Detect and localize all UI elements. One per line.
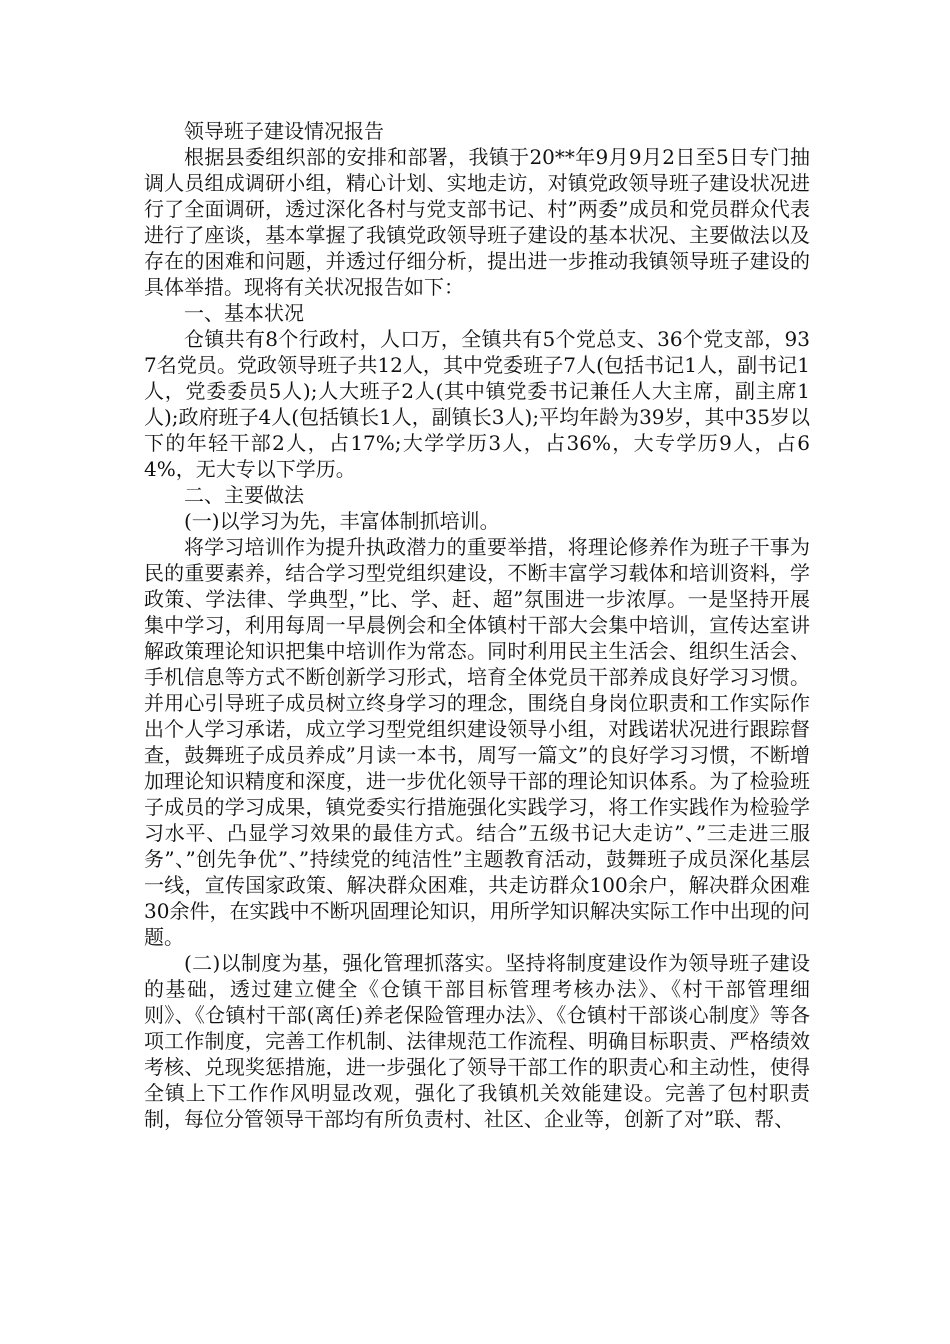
paragraph-system: (二)以制度为基，强化管理抓落实。坚持将制度建设作为领导班子建设的基础，透过建立健全《仓镇干部目标管理考核办法》、《村干部管理细则》、《仓镇村干部(离任)养老保险管理办法》、《仓镇村干部谈心制度》等各项工作制度，完善工作机制、法律规范工作流程、明确目标职责、严格绩效考核、兑现奖惩措施，进一步强化了领导干部工作的职责心和主动性，使得全镇上下工作作风明显改观，强化了我镇机关效能建设。完善了包村职责制，每位分管领导干部均有所负责村、社区、企业等，创新了对”联、帮、 bbox=[144, 951, 810, 1131]
section-heading-basic-status: 一、基本状况 bbox=[184, 301, 304, 325]
document-title: 领导班子建设情况报告 bbox=[184, 119, 384, 143]
subsection-heading-study: (一)以学习为先，丰富体制抓培训。 bbox=[184, 509, 500, 533]
document-body bbox=[144, 118, 810, 1132]
section-heading-main-practices: 二、主要做法 bbox=[184, 483, 304, 507]
paragraph-basic-status: 仓镇共有8个行政村，人口万，全镇共有5个党总支、36个党支部，937名党员。党政领导班子共12人，其中党委班子7人(包括书记1人，副书记1人，党委委员5人);人大班子2人(其中镇党委书记兼任人大主席，副主席1人);政府班子4人(包括镇长1人，副镇长3人);平均年龄为39岁，其中35岁以下的年轻干部2人，占17%;大学学历3人，占36%，大专学历9人，占64%，无大专以下学历。 bbox=[144, 327, 810, 481]
paragraph-intro: 根据县委组织部的安排和部署，我镇于20**年9月9月2日至5日专门抽调人员组成调研小组，精心计划、实地走访，对镇党政领导班子建设状况进行了全面调研，透过深化各村与党支部书记、村”两委”成员和党员群众代表进行了座谈，基本掌握了我镇党政领导班子建设的基本状况、主要做法以及存在的困难和问题，并透过仔细分析，提出进一步推动我镇领导班子建设的具体举措。现将有关状况报告如下： bbox=[144, 145, 810, 299]
paragraph-study: 将学习培训作为提升执政潜力的重要举措，将理论修养作为班子干事为民的重要素养，结合学习型党组织建设，不断丰富学习载体和培训资料，学政策、学法律、学典型，”比、学、赶、超”氛围进一步浓厚。一是坚持开展集中学习，利用每周一早晨例会和全体镇村干部大会集中培训，宣传达室讲解政策理论知识把集中培训作为常态。同时利用民主生活会、组织生活会、手机信息等方式不断创新学习形式，培育全体党员干部养成良好学习习惯。并用心引导班子成员树立终身学习的理念，围绕自身岗位职责和工作实际作出个人学习承诺，成立学习型党组织建设领导小组，对践诺状况进行跟踪督查，鼓舞班子成员养成”月读一本书，周写一篇文”的良好学习习惯，不断增加理论知识精度和深度，进一步优化领导干部的理论知识体系。为了检验班子成员的学习成果，镇党委实行措施强化实践学习，将工作实践作为检验学习水平、凸显学习效果的最佳方式。结合”五级书记大走访”、”三走进三服务”、”创先争优”、”持续党的纯洁性”主题教育活动，鼓舞班子成员深化基层一线，宣传国家政策、解决群众困难，共走访群众100余户，解决群众困难30余件，在实践中不断巩固理论知识，用所学知识解决实际工作中出现的问题。 bbox=[144, 535, 810, 949]
